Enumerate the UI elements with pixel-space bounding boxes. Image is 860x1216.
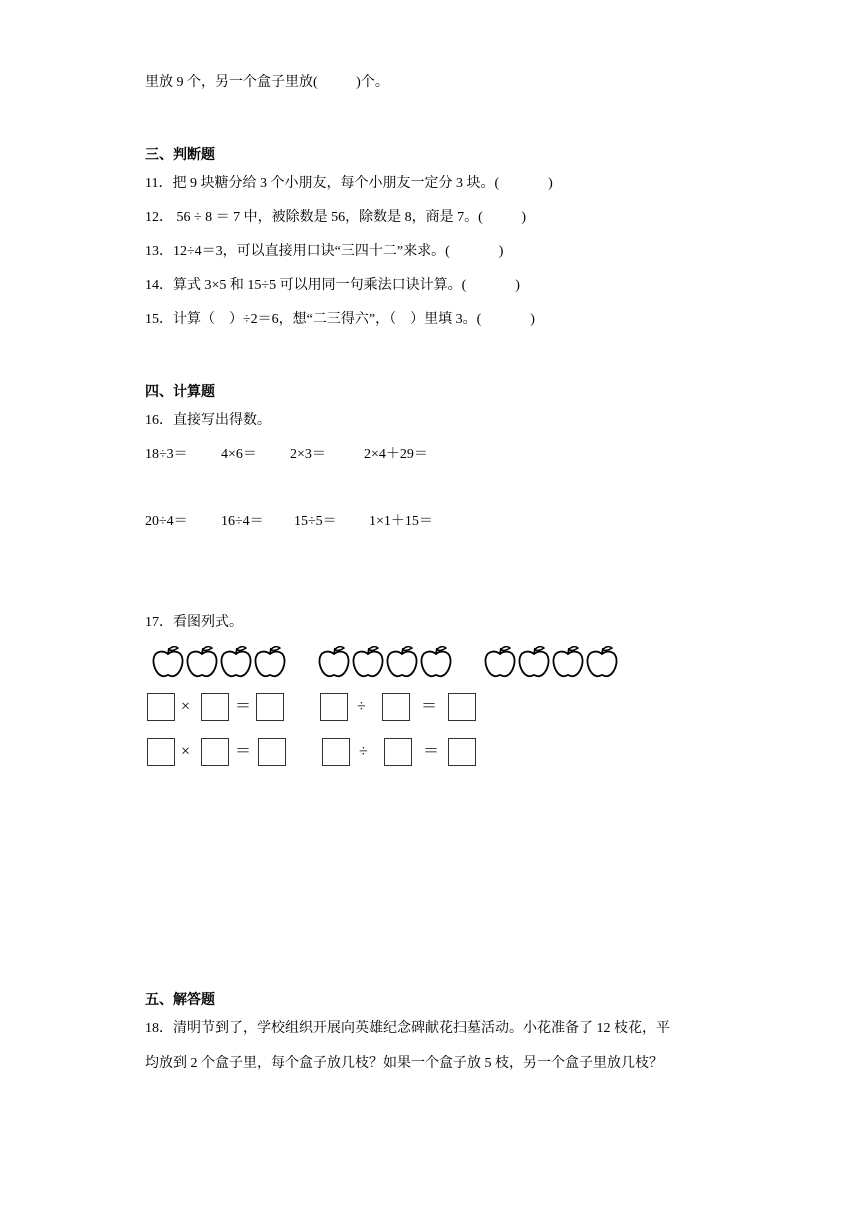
calc-item: 4×6＝	[221, 447, 257, 462]
apple-icon	[516, 644, 550, 680]
divide-sign: ÷	[359, 743, 368, 760]
calc-item: 2×4＋29＝	[364, 447, 428, 462]
apple-icon	[418, 644, 452, 680]
calc-item: 18÷3＝	[145, 447, 188, 462]
question-15: 15．计算（ ）÷2＝6，想“二三得六”，（ ）里填 3。( )	[145, 312, 535, 327]
equals-sign: ＝	[423, 743, 440, 760]
apple-icon	[150, 644, 184, 680]
section-heading-judgment: 三、判断题	[145, 148, 215, 163]
answer-box[interactable]	[201, 693, 229, 721]
apple-icon	[252, 644, 286, 680]
apple-icon	[316, 644, 350, 680]
calc-item: 1×1＋15＝	[369, 514, 433, 529]
question-14: 14．算式 3×5 和 15÷5 可以用同一句乘法口诀计算。( )	[145, 278, 520, 293]
answer-box[interactable]	[384, 738, 412, 766]
answer-box[interactable]	[448, 738, 476, 766]
answer-box[interactable]	[201, 738, 229, 766]
question-16: 16．直接写出得数。	[145, 413, 271, 428]
divide-sign: ÷	[357, 698, 366, 715]
answer-box[interactable]	[147, 693, 175, 721]
answer-box[interactable]	[322, 738, 350, 766]
apple-icon	[384, 644, 418, 680]
apple-icon	[350, 644, 384, 680]
question-10-tail: 里放 9 个，另一个盒子里放( )个。	[145, 75, 389, 90]
answer-box[interactable]	[256, 693, 284, 721]
question-11: 11．把 9 块糖分给 3 个小朋友，每个小朋友一定分 3 块。( )	[145, 176, 553, 191]
calc-item: 20÷4＝	[145, 514, 188, 529]
question-18-line-1: 18．清明节到了，学校组织开展向英雄纪念碑献花扫墓活动。小花准备了 12 枝花，平	[145, 1021, 670, 1036]
answer-box[interactable]	[258, 738, 286, 766]
apple-icon	[184, 644, 218, 680]
apple-icon	[550, 644, 584, 680]
equals-sign: ＝	[421, 698, 438, 715]
question-17: 17．看图列式。	[145, 615, 243, 630]
answer-box[interactable]	[147, 738, 175, 766]
calc-item: 2×3＝	[290, 447, 326, 462]
apple-icon	[218, 644, 252, 680]
apple-icon	[482, 644, 516, 680]
times-sign: ×	[181, 743, 191, 760]
times-sign: ×	[181, 698, 191, 715]
equals-sign: ＝	[235, 698, 252, 715]
calc-item: 16÷4＝	[221, 514, 264, 529]
answer-box[interactable]	[320, 693, 348, 721]
question-18-line-2: 均放到 2 个盒子里，每个盒子放几枝？如果一个盒子放 5 枝，另一个盒子里放几枝？	[145, 1056, 663, 1071]
answer-box[interactable]	[448, 693, 476, 721]
answer-box[interactable]	[382, 693, 410, 721]
section-heading-word-problems: 五、解答题	[145, 993, 215, 1008]
section-heading-calculation: 四、计算题	[145, 385, 215, 400]
question-12: 12． 56 ÷ 8 ＝ 7 中，被除数是 56，除数是 8，商是 7。( )	[145, 210, 527, 225]
calc-item: 15÷5＝	[294, 514, 337, 529]
apple-icon	[584, 644, 618, 680]
equals-sign: ＝	[235, 743, 252, 760]
question-13: 13．12÷4＝3，可以直接用口诀“三四十二”来求。( )	[145, 244, 504, 259]
